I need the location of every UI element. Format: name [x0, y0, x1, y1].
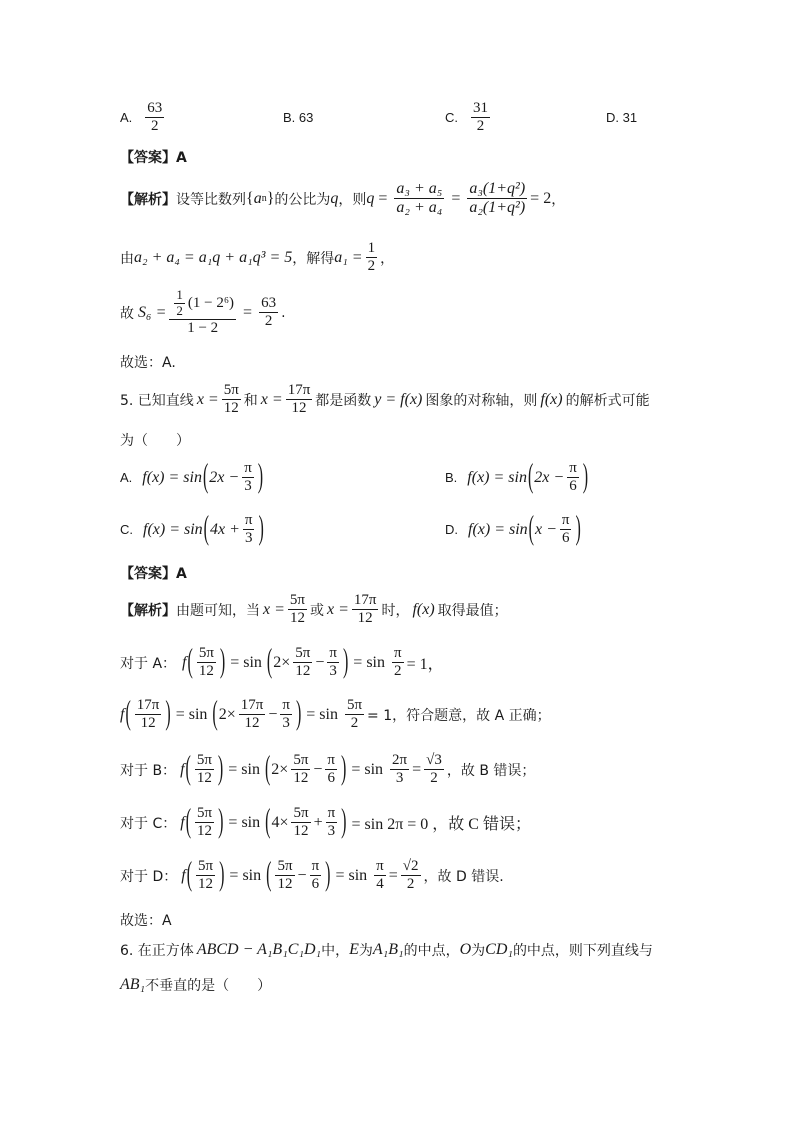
- q4-answer: 【答案】A: [120, 150, 187, 166]
- q4-s6-fraction: $\frac{1}{2}$ (1 − 2⁶) 1 − 2: [169, 288, 236, 337]
- q5-a-sub: $\frac{\pi}{3}$: [329, 645, 337, 680]
- q5-b-sqrt3-2: $\frac{√3}{2}$: [426, 752, 442, 787]
- q5-option-a-frac: $\frac{\pi}{3}$: [244, 460, 252, 495]
- q5-a-mul: $\frac{5\pi}{12}$: [295, 645, 311, 680]
- q5-answer: 【答案】A: [120, 566, 187, 582]
- q4-option-c-fraction: $\frac{31}{2}$: [473, 100, 488, 135]
- q5-option-c: C. f(x) = sin ( 4x + $\frac{\pi}{3}$ ): [120, 510, 264, 547]
- q4-option-b: B. 63: [283, 110, 314, 125]
- q5-d-pi-4: $\frac{\pi}{4}$: [376, 858, 384, 893]
- q5-check-c: 对于 C： f ( $\frac{5\pi}{12}$ ) = sin ( 4× $\frac{5\pi}{12}$ + $\frac{\pi}{3}$ ) = sin 2π = 0 ，故 C 错误；: [120, 803, 531, 840]
- q5-analysis-line1: 【解析】 由题可知，当 x = $\frac{5\pi}{12}$ 或 x = $\frac{17\pi}{12}$ 时， f(x) 取得最值；: [120, 592, 508, 627]
- q5-check-b: 对于 B： f ( $\frac{5\pi}{12}$ ) = sin ( 2× $\frac{5\pi}{12}$ − $\frac{\pi}{6}$ ) = sin $\frac{2\pi}{3}$ = $\frac{√3}{2}$ ，故 B 错误；: [120, 750, 536, 787]
- q5-option-d: D. f(x) = sin ( x − $\frac{\pi}{6}$ ): [445, 510, 581, 547]
- q5-a-pi-half: $\frac{\pi}{2}$: [394, 645, 402, 680]
- q5-a2-arg: $\frac{17\pi}{12}$: [136, 697, 160, 732]
- q5-a-arg: $\frac{5\pi}{12}$: [198, 645, 214, 680]
- q5-option-b-frac: $\frac{\pi}{6}$: [569, 460, 577, 495]
- q4-ratio-fraction-2: $\frac{\text{a₃(1+q²)}}{\text{a₂(1+q²)}}$: [469, 180, 526, 217]
- q5-analysis-frac-2: $\frac{17\pi}{12}$: [353, 592, 377, 627]
- q5-conclusion: 故选：A: [120, 913, 172, 929]
- q5-a2-sub: $\frac{\pi}{3}$: [282, 697, 290, 732]
- q4-analysis-line3: 故 S₆ = $\frac{1}{2}$ (1 − 2⁶) 1 − 2 = $\frac{63}{2}$ .: [120, 287, 286, 336]
- q5-analysis-frac-1: $\frac{5\pi}{12}$: [289, 592, 305, 627]
- q4-analysis-line1: 【解析】 设等比数列 { a n } 的公比为 q ，则 q = $\frac{\text{a₃ + a₅}}{\text{a₂ + a₄}}$ = $\frac{\text{a₃(1+q²)}}{\text{a₂(1+q²)}}$ = 2 ，: [120, 180, 566, 217]
- q4-analysis-line2: 由 a₂ + a₄ = a₁q + a₁q³ = 5 ，解得 a₁ = $\frac{1}{2}$ ，: [120, 240, 395, 275]
- q5-check-a-line2: f ( $\frac{17\pi}{12}$ ) = sin ( 2× $\frac{17\pi}{12}$ − $\frac{\pi}{3}$ ) = sin $\frac{5\pi}{2}$ = 1，符合题意，故 A 正确；: [120, 695, 551, 732]
- q5-option-d-frac: $\frac{\pi}{6}$: [561, 512, 570, 547]
- q5-d-sqrt2-2: $\frac{√2}{2}$: [402, 858, 419, 893]
- q6-stem-line2: AB₁ 不垂直的是（ ）: [120, 976, 272, 994]
- q5-d-sub: $\frac{\pi}{6}$: [311, 858, 320, 893]
- q5-stem-line1: 5. 已知直线 x = $\frac{5\pi}{12}$ 和 x = $\frac{17\pi}{12}$ 都是函数 y = f(x) 图象的对称轴，则 f(x) 的解析式可能: [120, 382, 650, 417]
- q5-c-mul: $\frac{5\pi}{12}$: [293, 805, 309, 840]
- q4-s6-result: $\frac{63}{2}$: [261, 294, 277, 330]
- q4-option-a-fraction: $\frac{63}{2}$: [147, 100, 163, 135]
- q4-option-a: A. $\frac{63}{2}$: [120, 100, 163, 135]
- q5-a2-5pi-half: $\frac{5\pi}{2}$: [346, 697, 363, 732]
- q5-b-arg: $\frac{5\pi}{12}$: [196, 752, 212, 787]
- q4-option-d: D. 31: [606, 110, 638, 125]
- q5-b-sub: $\frac{\pi}{6}$: [327, 752, 335, 787]
- q5-b-mul: $\frac{5\pi}{12}$: [293, 752, 309, 787]
- q4-a1-fraction: $\frac{1}{2}$: [367, 240, 376, 275]
- q5-option-a: A. f(x) = sin ( 2x − $\frac{\pi}{3}$ ): [120, 458, 264, 495]
- q5-option-b: B. f(x) = sin ( 2x − $\frac{\pi}{6}$ ): [445, 458, 589, 495]
- q5-c-add: $\frac{\pi}{3}$: [327, 805, 336, 840]
- q5-d-arg: $\frac{5\pi}{12}$: [198, 858, 214, 893]
- q5-d-first: $\frac{5\pi}{12}$: [277, 858, 293, 893]
- q4-conclusion: 故选：A.: [120, 355, 176, 371]
- q6-stem-line1: 6. 在正方体 ABCD − A₁B₁C₁D₁ 中， E 为 A₁B₁ 的中点， O 为 CD₁ 的中点，则下列直线与: [120, 941, 653, 959]
- q5-stem-line2: 为（ ）: [120, 433, 190, 449]
- q5-option-c-frac: $\frac{\pi}{3}$: [244, 512, 253, 547]
- q5-stem-frac-2: $\frac{17\pi}{12}$: [287, 382, 311, 417]
- q5-stem-frac-1: $\frac{5\pi}{12}$: [223, 382, 239, 417]
- q4-option-c: C. $\frac{31}{2}$: [445, 100, 488, 135]
- q5-a2-mul: $\frac{17\pi}{12}$: [240, 697, 264, 732]
- q5-c-arg: $\frac{5\pi}{12}$: [197, 805, 213, 840]
- q4-ratio-fraction-1: $\frac{\text{a₃ + a₅}}{\text{a₂ + a₄}}$: [396, 180, 443, 217]
- q5-check-a-line1: 对于 A： f ( $\frac{5\pi}{12}$ ) = sin ( 2× $\frac{5\pi}{12}$ − $\frac{\pi}{3}$ ) = sin $\frac{\pi}{2}$ = 1，: [120, 643, 444, 680]
- q5-check-d: 对于 D： f ( $\frac{5\pi}{12}$ ) = sin ( $\frac{5\pi}{12}$ − $\frac{\pi}{6}$ ) = sin $\frac{\pi}{4}$ = $\frac{√2}{2}$ ，故 D 错误.: [120, 856, 504, 893]
- q5-b-2pi-3: $\frac{2\pi}{3}$: [392, 752, 408, 787]
